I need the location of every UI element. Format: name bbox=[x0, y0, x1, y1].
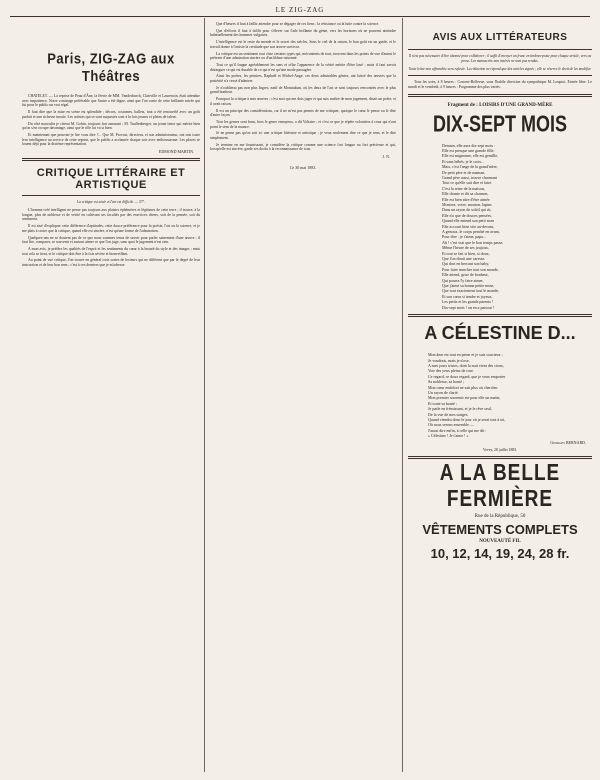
article-paragraph: Et maintenant que pourrait-je lire vous dire ?... Que M. Provost, directeur, et son administrateur, ont mis toute leur intelligence au service de cette reprise, que le public a acclamée chaque soir avec enthousiasme. Les places se louent déjà pour la dixième représentation. bbox=[22, 132, 200, 147]
poem-line: Elle n'a que de douces pensées, bbox=[442, 212, 493, 218]
ad-headline: VÊTEMENTS COMPLETS bbox=[422, 521, 578, 537]
poem-line: Mon âme est tout en peine et je suis soucieux ; bbox=[428, 352, 503, 358]
section-divider bbox=[408, 94, 592, 97]
poem-line: Que j'aime sa bonne petite mine, bbox=[442, 283, 495, 289]
ad-prices: 10, 12, 14, 19, 24, 28 fr. bbox=[430, 545, 570, 561]
poem-line: Dans un rayon de soleil qui rit, bbox=[442, 207, 492, 213]
poem-line: A genoux, le corps penché en avant, bbox=[442, 229, 500, 234]
article-paragraph: Ainsi les poètes, les peintres, Raphaël et Michel-Ange, ces deux admirables génies, ont laissé des œuvres que la postérité n'a cessé d'admirer. bbox=[210, 74, 396, 84]
poem-line: Elle accourt bien vite au-devant, bbox=[442, 223, 494, 229]
poem-line: Elle est bien sûre d'être aimée bbox=[442, 196, 490, 202]
article-signature: EDMOND MARTIN. bbox=[158, 149, 194, 155]
poem-line: Et tout se fait si bien, si doux, bbox=[442, 250, 490, 256]
article-paragraph: Quelques-uns ne se doutent pas de ce que nous sommes tenus de savoir pour parler sainement d'une œuvre ; il faut lire, comparer, se souvenir et surtout aimer ce que l'on juge, sans quoi le jugement n'est rien. bbox=[22, 235, 200, 245]
poem-line: Et son cœur si tendre et joyeux, bbox=[442, 293, 493, 299]
section-divider bbox=[22, 158, 200, 161]
article-paragraph: Du côté masculin je citerai M. Gobin, toujours fort amusant ; M. Tauffenberger, un jeune tenor qui mérite bien qu'on s'en occupe davantage, ainsi que le rôle lui va si bien. bbox=[22, 121, 200, 131]
column-divider bbox=[402, 18, 403, 772]
poem-title: DIX-SEPT MOIS bbox=[432, 110, 567, 137]
poem-body bbox=[428, 352, 592, 439]
poem-line: « Célestine ! Je t'aime ! » bbox=[428, 433, 469, 439]
article-paragraph: Que d'heures il faut à faillir attendre pour se dégager de ces liens : la résistance ou la lutte contre la science. bbox=[216, 22, 380, 26]
poem-date: Vevey, 28 juillet 1883. bbox=[482, 447, 518, 452]
poem-line: Elle chante et dit sa chanson, bbox=[442, 191, 489, 197]
section-divider bbox=[408, 75, 592, 76]
poem-line: Que tout exactement tout le monde, bbox=[442, 288, 500, 294]
poem-line: Quand elle entend son petit nom bbox=[442, 218, 494, 224]
ad-subheadline: NOUVEAUTÉ FIL bbox=[479, 538, 521, 544]
poem-line: Mais, c'est l'ange de la grand'mère, bbox=[442, 164, 498, 170]
poem-line: Elle est mignonne, elle est gentille, bbox=[442, 153, 499, 159]
section-divider bbox=[408, 49, 592, 50]
poem-line: Et toute sa bonté ; bbox=[428, 400, 457, 406]
article-paragraph: Que d'efforts il faut à faillir pour s'élever sur l'aile brillante du génie, vers les horizons où ne pouvent atteindre habituellement des hommes vulgaires. bbox=[210, 28, 396, 38]
article-paragraph: L'homme créé intelligent ne pense pas toujours aux plaisirs éphémères et légitimes de cette terre ; il trouve, à la longue, plus de noblesse et de vérité en cultivant ses facultés par des exercices divers, soit de la pensée, soit du sentiment. bbox=[22, 208, 200, 222]
article-paragraph: Il est aisé d'expliquer cette différence d'aptitudes, cette douce préférence pour la poésie, l'art ou la science, et je me plais à croire que la critique, quand elle est sincère, n'est qu'une forme de l'admiration. bbox=[22, 224, 200, 233]
column-divider bbox=[204, 18, 205, 772]
poem-line: Pour faire marcher tout son monde, bbox=[442, 266, 499, 272]
notice-paragraph: Il n'est pas nécessaire d'être abonné pour collaborer ; il suffit d'envoyer un franc en timbres-poste pour chaque article, vers ou prose. Les manuscrits non insérés ne sont pas rendus. bbox=[408, 54, 592, 63]
article-paragraph: Il est un principe des considérations, car il ne m'est pas permis de me critiquer, quoique le cœur le pense ou le dise d'autre façon. bbox=[210, 108, 396, 118]
poem-line: Même l'heure de ses joujoux, bbox=[442, 245, 489, 251]
article-title-critique: CRITIQUE LITTÉRAIRE ET ARTISTIQUE bbox=[36, 167, 186, 192]
article-paragraph: Je ne pense pas qu'on soit ici une critique littéraire et artistique ; je veux seulement dire ce que je sens, et le dire simplement. bbox=[210, 131, 396, 141]
poem-line: Mon cœur endolori ne sait plus où chercher bbox=[428, 384, 498, 390]
poem-line: Et sans bébés, je le crois... bbox=[442, 158, 485, 164]
article-paragraph: L'intelligence est le reste du monde et le secret des siècles. Sous le ciel de la raison, le bon goût est un guide, et le travail donne à l'artiste la certitude que son œuvre survivra. bbox=[210, 40, 396, 49]
article-signature: J. N. bbox=[382, 154, 390, 160]
poem-line: Qui dort en bercant son baby, bbox=[442, 261, 490, 267]
poem-line: Grand père aussi, trouve charmant bbox=[442, 174, 497, 180]
poem-line: Un rayon de clarté. bbox=[428, 389, 459, 395]
poem-line: A mes jours tristes, dont la nuit vient des cieux, bbox=[428, 362, 504, 368]
poem-line: Que l'on dirait une caresse. bbox=[442, 256, 486, 262]
column-middle bbox=[210, 22, 396, 772]
ad-address: Rue de la République, 50 bbox=[474, 513, 526, 519]
poem-line: Tout ce qu'elle sait dire et faire. bbox=[442, 180, 493, 186]
poem-line: Je voudrais, mais je n'ose, bbox=[428, 357, 470, 363]
poem-line: De petit père et de maman, bbox=[442, 169, 486, 175]
page-header bbox=[10, 6, 590, 17]
poem-line: C'est la reine de la maison, bbox=[442, 185, 485, 191]
article-paragraph: Pourquoi la critique à mes œuvres ; c'est moi qui me dois juger et qui suis maître de mon jugement, disait un poète, et il avait raison. bbox=[210, 97, 396, 106]
poem-line: Voir des yeux pleins de rose. bbox=[428, 368, 474, 374]
article-paragraph: La critique est un sentiment tout chez certains types qui, mécontents de tout, trouvent dans les points de vue d'autrui le prétexte d'une admiration sincère ou d'un blâme raisonné. bbox=[210, 51, 396, 61]
poem-line: Quand viendra donc le jour où je serai tout à toi, bbox=[428, 416, 506, 422]
column-right bbox=[408, 22, 592, 772]
poem-signature: Georges BERNARD. bbox=[550, 439, 586, 445]
poem-line: Ah ! c'est vrai que le bon temps passe, bbox=[442, 239, 504, 245]
poem-line: Pour dire : je t'aime, papa... bbox=[442, 234, 486, 240]
article-paragraph: Au point de vue critique, l'on trouve en général trois sortes de lecteurs qui ne diffèrent que par le degré de leur instruction et de leur bon sens ; c'est à ces derniers que je m'adresse. bbox=[22, 258, 200, 268]
article-title-theatres: Paris, ZIG-ZAG aux Théâtres bbox=[47, 49, 175, 85]
poem-line: Mon premier souvenir est pour elle un matin, bbox=[428, 395, 501, 401]
poem-line: Je parle en frémissant, et je le rêve seul, bbox=[428, 406, 492, 412]
poem-line: Elle est presque une grande fille, bbox=[442, 147, 495, 153]
article-paragraph: Tout ce qu'il frappe agréablement les sens et offre l'apparence de la vérité mérite d'être loué ; mais il faut savoir distinguer ce qui est durable de ce qui n'est qu'une mode passagère. bbox=[210, 62, 396, 72]
poem-title: A CÉLESTINE D... bbox=[424, 323, 576, 344]
poem-line: Sa noblesse, sa bonté ; bbox=[428, 379, 465, 385]
issue-date: Ce 30 mai 1883. bbox=[289, 165, 317, 171]
poem-line: Ce regard, ce doux regard, que je veux emporter bbox=[428, 373, 506, 379]
article-paragraph: Tout les genres sont bons, hors le genre ennuyeux, a dit Voltaire ; et c'est ce que je répète volontiers à ceux qui n'ont point le sens de la nuance. bbox=[210, 119, 396, 129]
newspaper-title: LE ZIG-ZAG bbox=[275, 6, 325, 14]
section-divider bbox=[408, 314, 592, 317]
poem-body bbox=[442, 143, 592, 311]
article-paragraph: CHATELET. — La reprise de Peau d'Âne, la féerie de MM. Vanderburch, Clairville et Laurencin, était attendue avec impatience. Notre voisinage préférable que l'autre a été digne, ainsi que l'on conte de cette brillante soirée qui fut pour le public un vrai régal. bbox=[22, 94, 200, 108]
poem-line: Elle attend, grise de bonheur, bbox=[442, 272, 489, 278]
article-epigraph: La critique est aisée et l'art est difficile. — 57°. bbox=[77, 200, 145, 205]
poem-line: Demain, elle aura dix-sept mois : bbox=[442, 142, 496, 148]
concert-schedule: Tous les soirs, à 8 heures : Concert-Bellevue, sous l'habile direction du sympathique M. Loupiot. Entrée libre. Le mardi et le vendredi, à 9 heures : Programme des plus variés. bbox=[408, 80, 592, 89]
notice-paragraph: Toute lettre non affranchie sera refusée. La rédaction ne répond que des articles signés ; elle se réserve le droit de les modifier. bbox=[408, 66, 592, 71]
article-paragraph: Je n'oublierai pas non plus Ingres, natif de Montauban, où les deux de l'art se sont toujours rencontrés avec le plus grand bonheur. bbox=[210, 85, 396, 95]
section-divider bbox=[22, 195, 200, 196]
column-left bbox=[22, 22, 200, 772]
poem-line: Dix-sept mois ! on en a partout ! bbox=[442, 304, 495, 310]
notice-title: AVIS AUX LITTÉRATEURS bbox=[432, 32, 568, 43]
fragment-label: Fragment de : LOISIRS D'UNE GRAND-MÈRE bbox=[447, 102, 553, 108]
section-divider bbox=[408, 456, 592, 459]
article-paragraph: Il faut dire que la mise en scène est splendide ; décors, costumes, ballets, tout a été renouvelé avec un goût parfait et une richesse inouïe. Les artistes qui se sont surpassés sont à la fois jeunes et pleins de talent. bbox=[22, 110, 200, 119]
poem-line: Les petits et les grands parents ! bbox=[442, 299, 494, 305]
poem-line: Montrez, votre, mouton, lapins bbox=[442, 201, 492, 207]
article-paragraph: Je termine en me fournissant, je considère la critique comme une science fort longue ou fort précieuse et qui, lorsqu'elle est sincère, garde ses droits à la reconnaissance de tous. bbox=[210, 142, 396, 152]
ad-title: A LA BELLE FERMIÈRE bbox=[439, 460, 561, 512]
poem-line: De la vue de mes songes. bbox=[428, 411, 469, 417]
poem-line: J'aurai dire enfin, à celle qui me dit : bbox=[428, 427, 487, 433]
poem-line: Qui pourra l'y faire aimer, bbox=[442, 277, 484, 283]
poem-line: Où nous serons ensemble — bbox=[428, 422, 474, 428]
advertisement bbox=[408, 460, 592, 561]
article-paragraph: A mon avis, je préfère les qualités de l'esprit et les sentiments du cœur à la beauté du style et des images ; mais tout cela se tient, et le critique doit être à la fois sévère et bienveillant. bbox=[22, 246, 200, 256]
